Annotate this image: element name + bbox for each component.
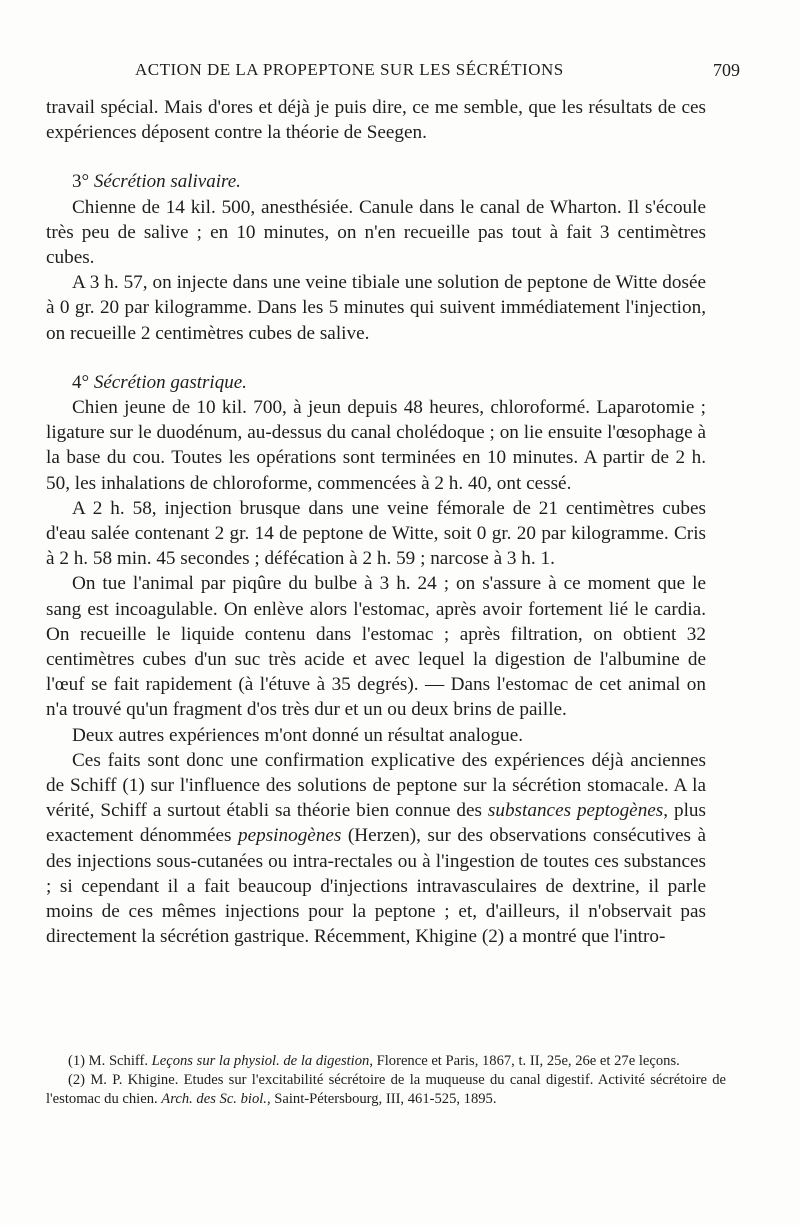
- text-run: , Florence et Paris, 1867, t. II, 25e, 26e et 27e leçons.: [369, 1053, 680, 1069]
- section-title: Sécrétion salivaire.: [93, 171, 241, 193]
- text-run: Ces faits sont donc une confirmation explicative des expériences déjà anciennes de Schiff (1) sur l'influence des solutions de peptone sur la sécrétion stomacale. A la vérité, Schiff a surtout établi sa théorie bien connue des: [46, 749, 706, 822]
- citation-title: Leçons sur la physiol. de la digestion: [151, 1053, 370, 1069]
- paragraph: A 2 h. 58, injection brusque dans une veine fémorale de 21 centimètres cubes d'eau salée contenant 2 gr. 14 de peptone de Witte, soit 0 gr. 20 par kilogramme. Cris à 2 h. 58 min. 45 secondes ; défécation à 2 h. 59 ; narcose à 3 h. 1.: [46, 497, 706, 570]
- paragraph: Deux autres expériences m'ont donné un résultat analogue.: [72, 724, 524, 746]
- italic-term: substances peptogènes: [487, 800, 664, 822]
- footnotes: [46, 1052, 726, 1108]
- paragraph: Chienne de 14 kil. 500, anesthésiée. Canule dans le canal de Wharton. Il s'écoule très peu de salive ; en 10 minutes, on n'en recueille pas tout à fait 3 centimètres cubes.: [46, 196, 706, 269]
- section-heading-salivaire: [46, 169, 706, 194]
- paragraph: A 3 h. 57, on injecte dans une veine tibiale une solution de peptone de Witte dosée à 0 gr. 20 par kilogramme. Dans les 5 minutes qui suivent immédiatement l'injection, on recueille 2 centimètres cubes de salive.: [46, 272, 706, 344]
- paragraph: Chien jeune de 10 kil. 700, à jeun depuis 48 heures, chloroformé. Laparotomie ; ligature sur le duodénum, au-dessus du canal cholédoque ; on lie ensuite l'œsophage à la base du cou. Toutes les opérations sont terminées en 10 minutes. A partir de 2 h. 50, les inhalations de chloroforme, commencées à 2 h. 40, ont cessé.: [46, 397, 706, 494]
- text-run: (2) M. P. Khigine. Etudes sur l'excitabilité sécrétoire de la muqueuse du canal digestif. Activité sécrétoire de l'estomac du chien.: [46, 1071, 726, 1107]
- text-run: (1) M. Schiff.: [68, 1053, 152, 1069]
- citation-title: Arch. des Sc. biol.: [161, 1090, 267, 1107]
- text-run: , Saint-Pétersbourg, III, 461-525, 1895.: [266, 1090, 497, 1107]
- paragraph: On tue l'animal par piqûre du bulbe à 3 h. 24 ; on s'assure à ce moment que le sang est incoagulable. On enlève alors l'estomac, après avoir fortement lié le cardia. On recueille le liquide contenu dans l'estomac ; après filtration, on obtient 32 centimètres cubes d'un suc très acide et avec lequel la digestion de l'albumine de l'œuf se fait rapidement (à l'étuve à 35 degrés). — Dans l'estomac de cet animal on n'a trouvé qu'un fragment d'os très dur et un ou deux brins de paille.: [46, 573, 706, 721]
- section-heading-gastrique: [46, 370, 706, 395]
- section-number: 4°: [72, 371, 90, 393]
- italic-term: pepsinogènes: [238, 825, 342, 847]
- footnote-1: [46, 1052, 726, 1071]
- intro-paragraph: travail spécial. Mais d'ores et déjà je puis dire, ce me semble, que les résultats de ces expériences déposent contre la théorie de Seegen.: [46, 97, 706, 144]
- body-text: [46, 95, 706, 950]
- paragraph: [46, 748, 706, 950]
- text-run: (Herzen), sur des observations consécutives à des injections sous-cutanées ou intra-rectales ou à l'ingestion de toutes ces substances ; si cependant il a fait beaucoup d'injections intravasculaires de dextrine, il parle moins de ces mêmes injections pour la peptone ; et, d'ailleurs, il n'observait pas directement la sécrétion gastrique. Récemment, Khigine (2) a montré que l'intro-: [46, 825, 706, 948]
- running-title: ACTION DE LA PROPEPTONE SUR LES SÉCRÉTIONS: [135, 60, 564, 79]
- running-header: [40, 60, 740, 88]
- section-title: Sécrétion gastrique.: [93, 371, 247, 393]
- text-run: , plus exactement dénommées: [46, 800, 706, 847]
- section-number: 3°: [72, 171, 90, 193]
- footnote-2: [46, 1071, 726, 1109]
- page-number: 709: [713, 60, 740, 80]
